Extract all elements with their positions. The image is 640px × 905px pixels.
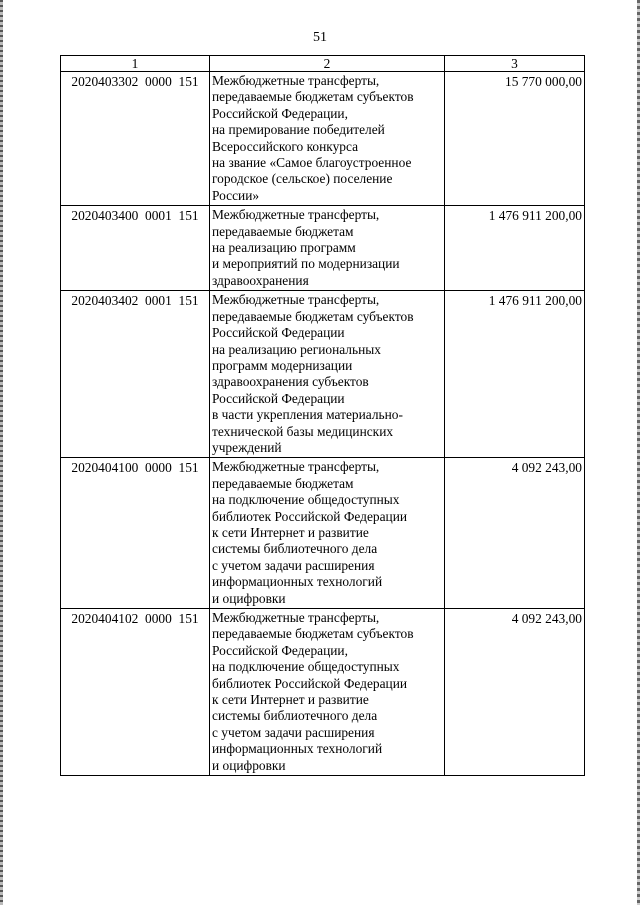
description-line: передаваемые бюджетам субъектов bbox=[212, 626, 414, 642]
description-line: информационных технологий bbox=[212, 574, 383, 590]
amount-cell: 1 476 911 200,00 bbox=[445, 291, 585, 458]
budget-code-cell: 2020404102 0000 151 bbox=[61, 609, 210, 776]
description-line: информационных технологий bbox=[212, 741, 383, 757]
description-cell bbox=[210, 458, 445, 609]
description-cell bbox=[210, 609, 445, 776]
table-row bbox=[61, 72, 585, 206]
column-header-description: 2 bbox=[210, 56, 445, 72]
table-row bbox=[61, 609, 585, 776]
description-line: Всероссийского конкурса bbox=[212, 138, 359, 154]
description-line: на реализацию региональных bbox=[212, 341, 381, 357]
description-line: городское (сельское) поселение bbox=[212, 171, 393, 187]
description-line: и мероприятий по модернизации bbox=[212, 256, 400, 272]
description-cell bbox=[210, 72, 445, 206]
budget-table bbox=[60, 55, 585, 776]
description-line: к сети Интернет и развитие bbox=[212, 692, 369, 708]
description-line: системы библиотечного дела bbox=[212, 708, 378, 724]
description-line: системы библиотечного дела bbox=[212, 541, 378, 557]
amount-cell: 4 092 243,00 bbox=[445, 609, 585, 776]
amount-cell: 1 476 911 200,00 bbox=[445, 206, 585, 291]
column-header-code: 1 bbox=[61, 56, 210, 72]
description-line: Межбюджетные трансферты, bbox=[212, 292, 380, 308]
budget-code-cell: 2020403402 0001 151 bbox=[61, 291, 210, 458]
description-line: Межбюджетные трансферты, bbox=[212, 459, 380, 475]
description-line: с учетом задачи расширения bbox=[212, 724, 375, 740]
description-line: передаваемые бюджетам bbox=[212, 475, 354, 491]
description-line: Российской Федерации bbox=[212, 390, 345, 406]
description-line: и оцифровки bbox=[212, 590, 286, 606]
description-line: здравоохранения bbox=[212, 272, 309, 288]
description-line: и оцифровки bbox=[212, 757, 286, 773]
description-line: библиотек Российской Федерации bbox=[212, 675, 408, 691]
description-line: передаваемые бюджетам субъектов bbox=[212, 308, 414, 324]
description-line: на реализацию программ bbox=[212, 240, 356, 256]
description-line: передаваемые бюджетам субъектов bbox=[212, 89, 414, 105]
budget-code-cell: 2020404100 0000 151 bbox=[61, 458, 210, 609]
description-line: с учетом задачи расширения bbox=[212, 557, 375, 573]
description-line: передаваемые бюджетам bbox=[212, 223, 354, 239]
description-line: Российской Федерации bbox=[212, 325, 345, 341]
description-line: Российской Федерации, bbox=[212, 642, 348, 658]
description-line: России» bbox=[212, 187, 260, 203]
description-line: на подключение общедоступных bbox=[212, 659, 400, 675]
description-line: Межбюджетные трансферты, bbox=[212, 207, 380, 223]
description-line: здравоохранения субъектов bbox=[212, 374, 369, 390]
budget-code-cell: 2020403400 0001 151 bbox=[61, 206, 210, 291]
description-line: на подключение общедоступных bbox=[212, 492, 400, 508]
column-header-amount: 3 bbox=[445, 56, 585, 72]
description-line: Межбюджетные трансферты, bbox=[212, 610, 380, 625]
scan-edge-left bbox=[0, 0, 3, 905]
table-row bbox=[61, 206, 585, 291]
amount-cell: 15 770 000,00 bbox=[445, 72, 585, 206]
budget-code-cell: 2020403302 0000 151 bbox=[61, 72, 210, 206]
description-line: к сети Интернет и развитие bbox=[212, 524, 369, 540]
description-cell bbox=[210, 291, 445, 458]
table-row bbox=[61, 458, 585, 609]
page-number: 51 bbox=[313, 30, 327, 45]
description-line: на звание «Самое благоустроенное bbox=[212, 155, 412, 171]
description-line: учреждений bbox=[212, 439, 282, 455]
table-header-row bbox=[61, 56, 585, 72]
description-line: Межбюджетные трансферты, bbox=[212, 73, 380, 88]
description-cell bbox=[210, 206, 445, 291]
description-line: технической базы медицинских bbox=[212, 423, 394, 439]
description-line: библиотек Российской Федерации bbox=[212, 508, 408, 524]
description-line: программ модернизации bbox=[212, 357, 353, 373]
description-line: в части укрепления материально- bbox=[212, 407, 403, 423]
description-line: Российской Федерации, bbox=[212, 105, 348, 121]
description-line: на премирование победителей bbox=[212, 122, 385, 138]
amount-cell: 4 092 243,00 bbox=[445, 458, 585, 609]
table-row bbox=[61, 291, 585, 458]
